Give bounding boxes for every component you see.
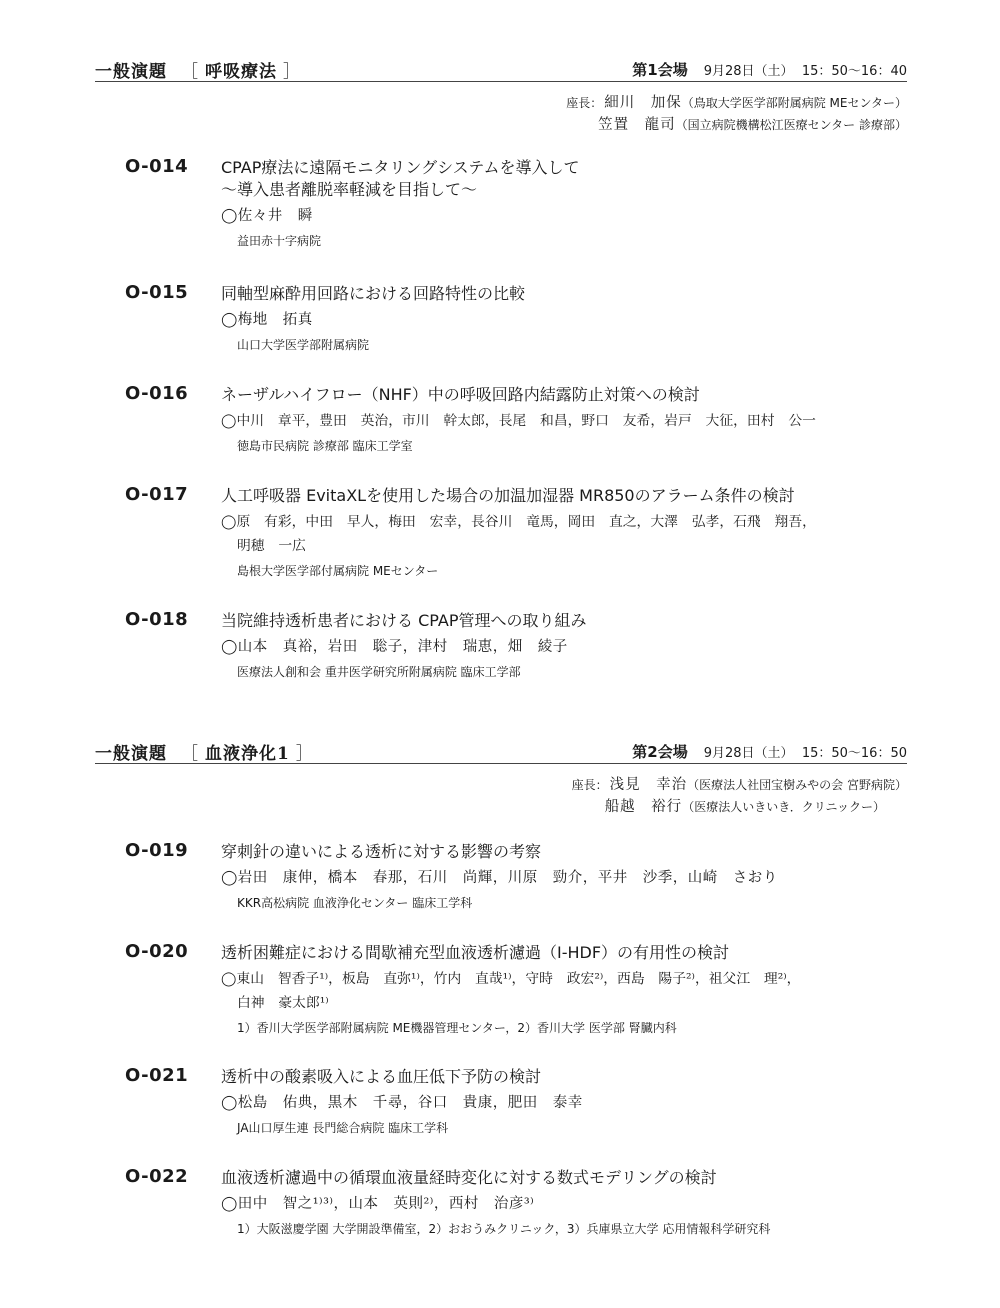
chair-name: 船越 裕行 bbox=[604, 799, 683, 815]
talk-id: O-015 bbox=[125, 282, 189, 303]
talk-authors bbox=[221, 866, 911, 890]
chair-name: 浅見 幸治 bbox=[609, 777, 688, 793]
talk-title bbox=[221, 485, 911, 507]
talk-title-line: ～導入患者離脱率軽減を目指して～ bbox=[221, 180, 478, 199]
talk-title-line: 穿刺針の違いによる透析に対する影響の考察 bbox=[221, 842, 542, 861]
authors-line: ◯原 有彩，中田 早人，梅田 宏幸，長谷川 竜馬，岡田 直之，大澤 弘孝，石飛 翔吾， bbox=[221, 514, 816, 530]
chair-label: 座長： bbox=[566, 96, 603, 110]
bracket-close: ］ bbox=[283, 62, 301, 82]
talk-body bbox=[221, 610, 911, 682]
talk-authors bbox=[221, 510, 911, 558]
talk-title-line: CPAP療法に遠隔モニタリングシステムを導入して bbox=[221, 158, 580, 177]
talk-title bbox=[221, 384, 911, 406]
talk-id: O-017 bbox=[125, 484, 189, 505]
authors-line: ◯岩田 康伸，橋本 春那，石川 尚輝，川原 勁介，平井 沙季，山崎 さおり bbox=[221, 870, 778, 886]
session-time: 15：50～16：40 bbox=[801, 64, 907, 79]
chair-label: 座長： bbox=[571, 778, 608, 792]
talk-title bbox=[221, 1167, 911, 1189]
talk-body bbox=[221, 1167, 911, 1239]
talk-id: O-021 bbox=[125, 1065, 189, 1086]
session-category: 一般演題 bbox=[95, 62, 167, 82]
talk-authors bbox=[221, 308, 911, 332]
authors-line: 明穂 一広 bbox=[237, 538, 306, 554]
talk-title bbox=[221, 841, 911, 863]
chairs bbox=[95, 774, 907, 818]
chair-row bbox=[95, 796, 907, 818]
authors-line: ◯山本 真裕，岩田 聡子，津村 瑞恵，畑 綾子 bbox=[221, 639, 568, 655]
talk-authors bbox=[221, 204, 911, 228]
talk-body bbox=[221, 485, 911, 581]
session-block-blood-purification bbox=[95, 739, 907, 818]
talk-body bbox=[221, 384, 911, 456]
authors-line: ◯佐々井 瞬 bbox=[221, 208, 313, 224]
talk-id: O-018 bbox=[125, 609, 189, 630]
talk-title bbox=[221, 157, 911, 201]
talk-affiliation: 益田赤十字病院 bbox=[237, 234, 322, 248]
authors-line: ◯梅地 拓真 bbox=[221, 312, 313, 328]
session-header bbox=[95, 57, 907, 82]
talk-title bbox=[221, 283, 911, 305]
talk-title bbox=[221, 942, 911, 964]
session-title bbox=[95, 57, 301, 82]
authors-line: 白神 豪太郎¹⁾ bbox=[237, 995, 329, 1011]
authors-line: ◯東山 智香子¹⁾，板島 直弥¹⁾，竹内 直哉¹⁾，守時 政宏²⁾，西島 陽子²⁾，祖父江 理²⁾， bbox=[221, 971, 801, 987]
session-date: 9月28日（土） bbox=[703, 746, 794, 761]
session-category: 一般演題 bbox=[95, 744, 167, 764]
talk-authors bbox=[221, 635, 911, 659]
talk-id: O-016 bbox=[125, 383, 189, 404]
chair-affiliation: （鳥取大学医学部附属病院 MEセンター） bbox=[681, 96, 907, 110]
chair-row bbox=[95, 92, 907, 114]
chairs bbox=[95, 92, 907, 136]
session-venue: 第1会場 bbox=[632, 61, 688, 79]
session-schedule bbox=[632, 741, 907, 762]
authors-line: ◯松島 佑典，黒木 千尋，谷口 貴康，肥田 泰幸 bbox=[221, 1095, 583, 1111]
bracket-open: ［ bbox=[181, 744, 199, 764]
session-schedule bbox=[632, 59, 907, 80]
talk-authors bbox=[221, 1091, 911, 1115]
talk-affiliation: KKR高松病院 血液浄化センター 臨床工学科 bbox=[237, 896, 473, 910]
talk-title-line: 人工呼吸器 EvitaXLを使用した場合の加温加湿器 MR850のアラーム条件の検討 bbox=[221, 486, 795, 505]
talk-title-line: 同軸型麻酔用回路における回路特性の比較 bbox=[221, 284, 526, 303]
chair-name: 細川 加保 bbox=[604, 95, 682, 111]
talk-title-line: 透析中の酸素吸入による血圧低下予防の検討 bbox=[221, 1067, 542, 1086]
talk-authors bbox=[221, 1192, 911, 1216]
talk-id: O-022 bbox=[125, 1166, 189, 1187]
talk-affiliation: 徳島市民病院 診療部 臨床工学室 bbox=[237, 439, 413, 453]
talk-id: O-019 bbox=[125, 840, 189, 861]
talk-affiliation: 1）大阪滋慶学園 大学開設準備室，2）おおうみクリニック，3）兵庫県立大学 応用情報科学研究科 bbox=[237, 1222, 771, 1236]
talk-title bbox=[221, 610, 911, 632]
session-venue: 第2会場 bbox=[632, 743, 688, 761]
bracket-open: ［ bbox=[181, 62, 199, 82]
talk-body bbox=[221, 283, 911, 355]
talk-body bbox=[221, 942, 911, 1038]
talk-id: O-020 bbox=[125, 941, 189, 962]
talk-title bbox=[221, 1066, 911, 1088]
bracket-close: ］ bbox=[295, 744, 314, 764]
talk-affiliation: JA山口厚生連 長門総合病院 臨床工学科 bbox=[237, 1121, 449, 1135]
authors-line: ◯田中 智之¹⁾³⁾，山本 英則²⁾，西村 治彦³⁾ bbox=[221, 1196, 535, 1212]
session-time: 15：50～16：50 bbox=[801, 746, 907, 761]
chair-name: 笠置 龍司 bbox=[598, 117, 676, 133]
session-title bbox=[95, 739, 314, 764]
talk-id: O-014 bbox=[125, 156, 189, 177]
talk-title-line: 透析困難症における間歇補充型血液透析濾過（I-HDF）の有用性の検討 bbox=[221, 943, 730, 962]
session-topic: 血液浄化1 bbox=[205, 744, 290, 764]
session-date: 9月28日（土） bbox=[703, 64, 794, 79]
talk-affiliation: 島根大学医学部付属病院 MEセンター bbox=[237, 564, 439, 578]
talk-affiliation: 医療法人創和会 重井医学研究所附属病院 臨床工学部 bbox=[237, 665, 521, 679]
session-topic: 呼吸療法 bbox=[205, 62, 277, 82]
authors-line: ◯中川 章平，豊田 英治，市川 幹太郎，長尾 和昌，野口 友希，岩戸 大征，田村 公一 bbox=[221, 413, 816, 429]
session-header bbox=[95, 739, 907, 764]
session-block-respiratory bbox=[95, 57, 907, 136]
talk-title-line: ネーザルハイフロー（NHF）中の呼吸回路内結露防止対策への検討 bbox=[221, 385, 700, 404]
talk-affiliation: 1）香川大学医学部附属病院 ME機器管理センター，2）香川大学 医学部 腎臓内科 bbox=[237, 1021, 677, 1035]
talk-body bbox=[221, 841, 911, 913]
chair-row bbox=[95, 774, 907, 796]
chair-row bbox=[95, 114, 907, 136]
talk-body bbox=[221, 157, 911, 251]
talk-affiliation: 山口大学医学部附属病院 bbox=[237, 338, 370, 352]
chair-affiliation: （医療法人いきいき．クリニックー） bbox=[682, 800, 885, 814]
chair-affiliation: （医療法人社団宝樹みやの会 宮野病院） bbox=[687, 778, 907, 792]
talk-title-line: 当院維持透析患者における CPAP管理への取り組み bbox=[221, 611, 587, 630]
talk-authors bbox=[221, 967, 911, 1015]
talk-body bbox=[221, 1066, 911, 1138]
talk-authors bbox=[221, 409, 911, 433]
talk-title-line: 血液透析濾過中の循環血液量経時変化に対する数式モデリングの検討 bbox=[221, 1168, 717, 1187]
chair-affiliation: （国立病院機構松江医療センター 診療部） bbox=[675, 118, 907, 132]
